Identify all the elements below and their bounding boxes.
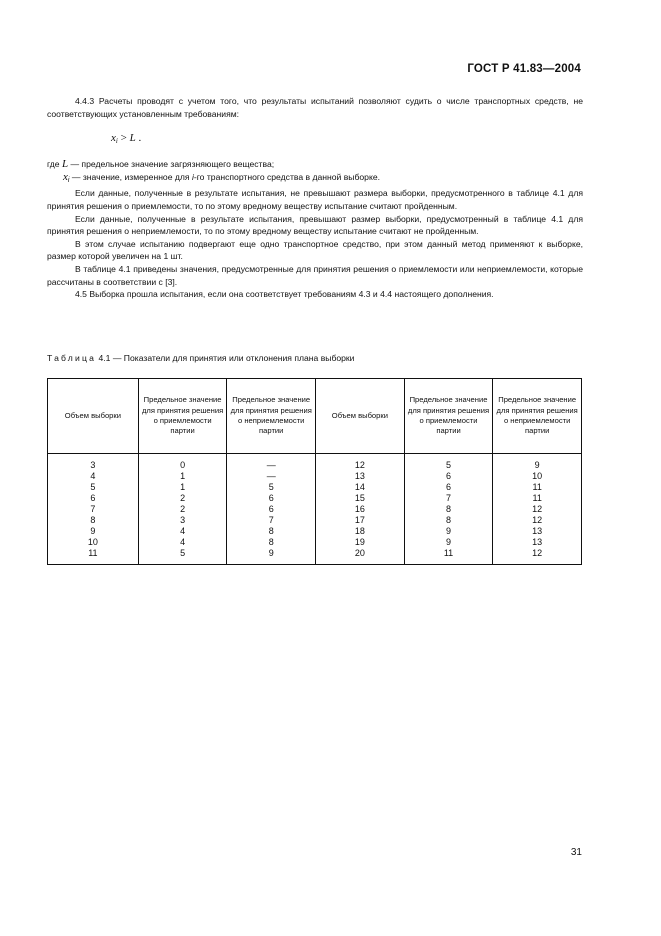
formula-x: x — [111, 132, 116, 145]
table-caption-label: Таблица — [47, 353, 97, 363]
table-row — [48, 471, 582, 482]
table-cell: 18 — [316, 526, 405, 537]
table-cell: 5 — [138, 548, 227, 565]
table-row — [48, 515, 582, 526]
table-cell: 6 — [227, 493, 316, 504]
table-cell: 7 — [48, 504, 139, 515]
table-cell: 13 — [316, 471, 405, 482]
def2-text2: -го транспортного средства в данной выборке. — [193, 171, 380, 182]
paragraph-extra-vehicle: В этом случае испытанию подвергают еще одно транспортное средство, при этом данный метод применяют к выборке, размер которой увеличен на 1 шт. — [47, 238, 583, 262]
table-cell: 9 — [48, 526, 139, 537]
paragraph-rejection: Если данные, полученные в результате испытания, превышают размер выборки, предусмотренный в таблице 4.1 для принятия решения о неприемлемости, то по этому вредному веществу испытание считают не пройденным. — [47, 213, 583, 237]
table-cell: 13 — [493, 537, 582, 548]
table-row — [48, 504, 582, 515]
table-cell: 8 — [404, 515, 493, 526]
table-cell: 11 — [493, 482, 582, 493]
table-cell: 7 — [404, 493, 493, 504]
table-cell: 5 — [404, 454, 493, 472]
table-cell: 9 — [404, 537, 493, 548]
table-caption — [47, 352, 354, 364]
sample-plan-table — [47, 378, 582, 565]
header-sample-size-1: Объем выборки — [48, 379, 139, 454]
table-cell: 4 — [48, 471, 139, 482]
table-row — [48, 493, 582, 504]
table-cell: — — [227, 454, 316, 472]
header-accept-limit-1: Предельное значение для принятия решения о приемлемости партии — [138, 379, 227, 454]
table-cell: 6 — [227, 504, 316, 515]
table-cell: 19 — [316, 537, 405, 548]
table-cell: 11 — [48, 548, 139, 565]
table-cell: 2 — [138, 493, 227, 504]
table-cell: 0 — [138, 454, 227, 472]
table-cell: 9 — [493, 454, 582, 472]
table-row — [48, 454, 582, 472]
body-text — [47, 95, 583, 301]
table-caption-text: 4.1 — Показатели для принятия или отклонения плана выборки — [96, 353, 355, 363]
def1-text: — предельное значение загрязняющего вещества; — [68, 159, 275, 170]
formula-tail: . — [135, 132, 142, 145]
page-number: 31 — [570, 847, 582, 858]
table-cell: 15 — [316, 493, 405, 504]
header-reject-limit-1: Предельное значение для принятия решения о неприемлемости партии — [227, 379, 316, 454]
table-cell: 7 — [227, 515, 316, 526]
table-cell: 12 — [493, 548, 582, 565]
formula — [111, 132, 583, 158]
formula-L: L — [129, 132, 136, 145]
table-cell: 3 — [48, 454, 139, 472]
table-cell: 12 — [316, 454, 405, 472]
table-cell: 5 — [48, 482, 139, 493]
def2-ital: i — [191, 171, 194, 182]
table-row — [48, 526, 582, 537]
table-header-row — [48, 379, 582, 454]
table-cell: 8 — [404, 504, 493, 515]
table-cell: 11 — [404, 548, 493, 565]
table-cell: 12 — [493, 515, 582, 526]
table-cell: 5 — [227, 482, 316, 493]
table-cell: 4 — [138, 526, 227, 537]
table-cell: 11 — [493, 493, 582, 504]
table-cell: 8 — [227, 537, 316, 548]
table-cell: 14 — [316, 482, 405, 493]
table-row — [48, 537, 582, 548]
table-cell: 8 — [48, 515, 139, 526]
def2-var: x — [63, 170, 68, 183]
def2-sub: i — [67, 176, 70, 184]
table-cell: 10 — [48, 537, 139, 548]
paragraph-4-5: 4.5 Выборка прошла испытания, если она соответствует требованиям 4.3 и 4.4 настоящего дополнения. — [75, 289, 494, 300]
table-cell: 3 — [138, 515, 227, 526]
table-cell: 8 — [227, 526, 316, 537]
table-cell: 6 — [404, 471, 493, 482]
table-cell: 4 — [138, 537, 227, 548]
def1-prefix: где — [47, 159, 62, 170]
table-cell: 6 — [48, 493, 139, 504]
table-cell: 12 — [493, 504, 582, 515]
table-cell: 1 — [138, 482, 227, 493]
header-reject-limit-2: Предельное значение для принятия решения о неприемлемости партии — [493, 379, 582, 454]
paragraph-table-ref: В таблице 4.1 приведены значения, предусмотренные для принятия решения о приемлемости или неприемлемости, которые рассчитаны в соответствии с [3]. — [47, 263, 583, 287]
def2-text: — значение, измеренное для — [69, 171, 192, 182]
table-cell: 9 — [404, 526, 493, 537]
def1-var: L — [61, 158, 69, 171]
table-cell: — — [227, 471, 316, 482]
paragraph-acceptance: Если данные, полученные в результате испытания, не превышают размера выборки, предусмотренного в таблице 4.1 для принятия решения о приемлемости, то по этому вредному веществу испытание считают пройденным. — [47, 188, 583, 211]
formula-sub: i — [115, 137, 118, 146]
document-code: ГОСТ Р 41.83—2004 — [467, 63, 581, 75]
table-cell: 6 — [404, 482, 493, 493]
table-row — [48, 548, 582, 565]
definition-L — [47, 158, 583, 171]
table-cell: 1 — [138, 471, 227, 482]
paragraph-4-4-3: 4.4.3 Расчеты проводят с учетом того, что результаты испытаний позволяют судить о числе транспортных средств, не соответствующих установленным требованиям: — [47, 96, 583, 119]
table-row — [48, 482, 582, 493]
table-cell: 17 — [316, 515, 405, 526]
header-sample-size-2: Объем выборки — [316, 379, 405, 454]
table-cell: 9 — [227, 548, 316, 565]
table-cell: 10 — [493, 471, 582, 482]
table-cell: 2 — [138, 504, 227, 515]
definition-xi — [47, 171, 583, 188]
table-cell: 13 — [493, 526, 582, 537]
formula-op: > — [117, 132, 130, 145]
table-cell: 20 — [316, 548, 405, 565]
header-accept-limit-2: Предельное значение для принятия решения о приемлемости партии — [404, 379, 493, 454]
table-cell: 16 — [316, 504, 405, 515]
